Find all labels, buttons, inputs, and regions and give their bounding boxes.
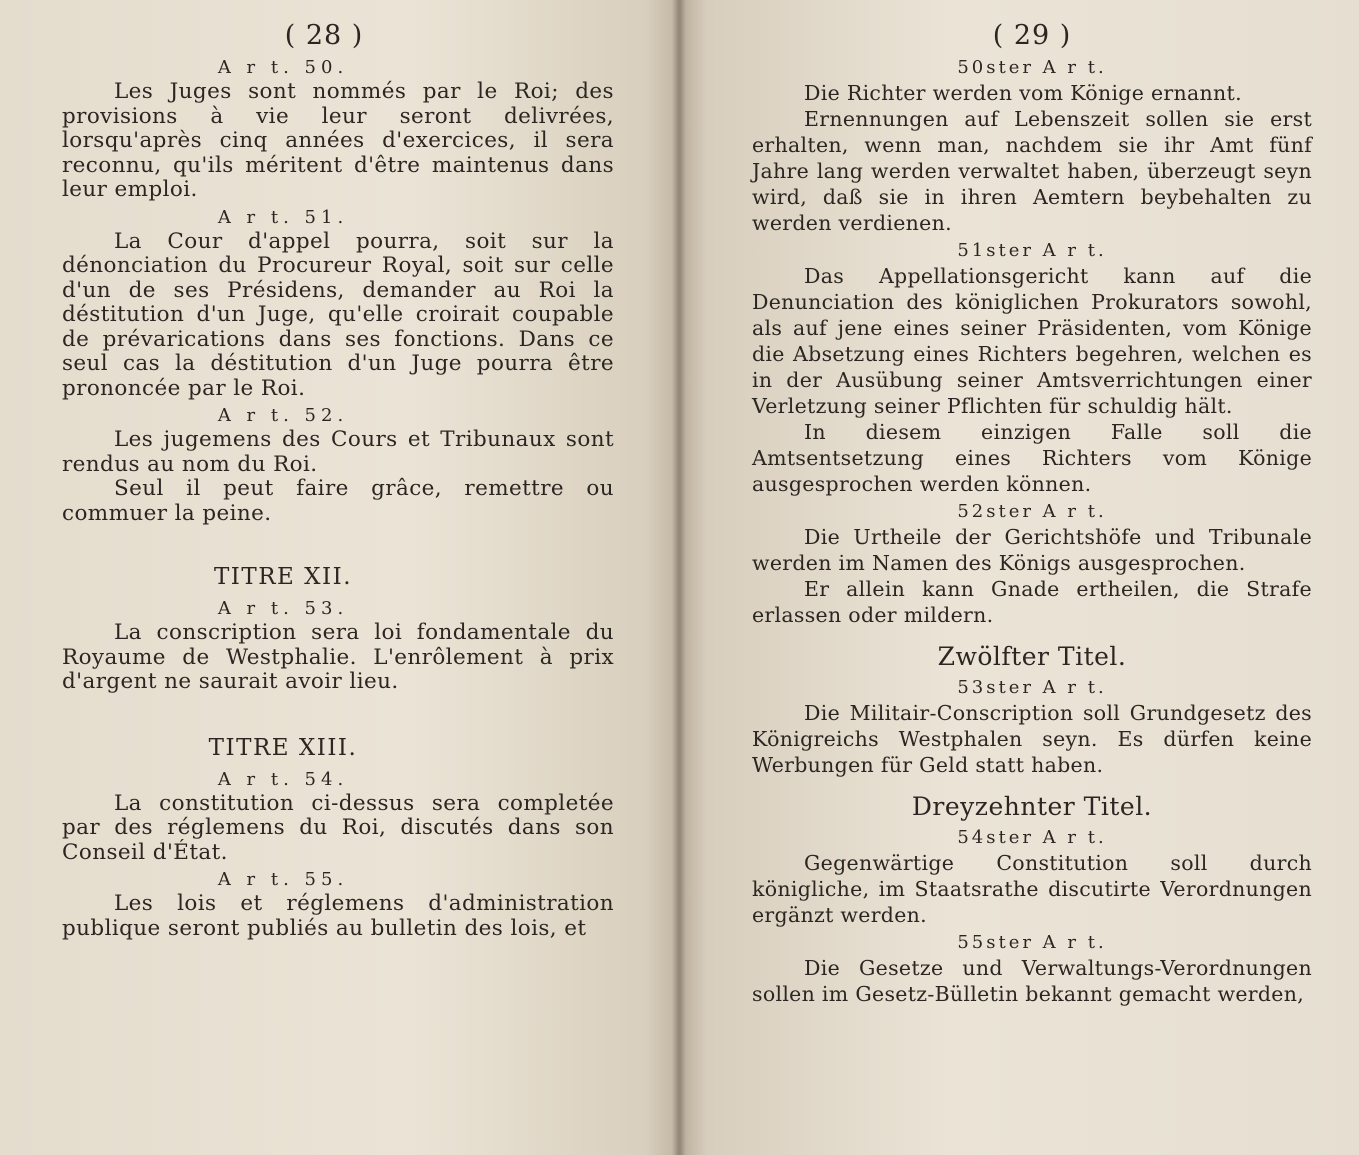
right-article-heading: 51ster A r t. (957, 240, 1107, 261)
book-gutter (672, 0, 686, 1155)
left-section-title: TITRE XIII. (208, 734, 358, 761)
left-article-heading: A r t. 54. (217, 768, 349, 790)
left-paragraph: La constitution ci-dessus sera completée par des réglemens du Roi, discutés dans son Conseil d'État. (62, 790, 614, 865)
left-paragraph: Seul il peut faire grâce, remettre ou commuer la peine. (62, 476, 614, 526)
right-paragraph: Ernennungen auf Lebenszeit sollen sie erst erhalten, wenn man, nachdem sie ihr Amt fünf Jahre lang werden verwaltet haben, überzeugt seyn wird, daß sie in ihren Aemtern beybehalten zu werden verdienen. (752, 107, 1312, 235)
right-paragraph: Die Militair-Conscription soll Grundgesetz des Königreichs Westphalen seyn. Es dürfen keine Werbungen für Geld statt haben. (752, 701, 1312, 777)
left-page-number: ( 28 ) (284, 20, 364, 51)
left-article-heading: A r t. 55. (217, 869, 349, 890)
right-article-heading: 50ster A r t. (957, 57, 1107, 78)
right-paragraph: Das Appellationsgericht kann auf die Denunciation des königlichen Prokurators sowohl, als auf jene eines seiner Präsidenten, vom Könige die Absetzung eines Richters begehren, welchen es in der Ausübung seiner Amtsverrichtungen einer Verletzung seiner Pflichten für schuldig hält. (752, 264, 1312, 418)
right-article-heading: 54ster A r t. (957, 827, 1107, 848)
right-paragraph: Die Gesetze und Verwaltungs-Verordnungen sollen im Gesetz-Bülletin bekannt gemacht werden, (752, 956, 1312, 1006)
left-article-heading: A r t. 51. (217, 206, 349, 228)
right-paragraph: Gegenwärtige Constitution soll durch königliche, im Staatsrathe discutirte Verordnungen ergänzt werden. (752, 851, 1312, 927)
left-paragraph: Les jugemens des Cours et Tribunaux sont rendus au nom du Roi. (62, 427, 614, 477)
right-article-heading: 53ster A r t. (957, 677, 1107, 698)
right-article-heading: 52ster A r t. (957, 501, 1107, 522)
left-article-heading: A r t. 52. (217, 405, 349, 426)
left-paragraph: Les lois et réglemens d'administration publique seront publiés au bulletin des lois, et (62, 891, 614, 941)
right-page (680, 0, 1359, 1155)
right-paragraph: Er allein kann Gnade ertheilen, die Strafe erlassen oder mildern. (752, 577, 1312, 627)
left-article-heading: A r t. 50. (217, 57, 349, 78)
right-paragraph: In diesem einzigen Falle soll die Amtsentsetzung eines Richters vom Könige ausgesprochen werden können. (752, 420, 1312, 496)
left-section-title: TITRE XII. (213, 564, 353, 590)
right-paragraph: Die Richter werden vom Könige ernannt. (804, 81, 1242, 105)
right-section-title: Dreyzehnter Titel. (911, 792, 1153, 821)
left-paragraph: La conscription sera loi fondamentale du Royaume de Westphalie. L'enrôlement à prix d'argent ne saurait avoir lieu. (62, 620, 614, 694)
right-section-title: Zwölfter Titel. (937, 642, 1127, 671)
right-article-heading: 55ster A r t. (957, 932, 1107, 953)
left-paragraph: La Cour d'appel pourra, soit sur la dénonciation du Procureur Royal, soit sur celle d'un de ses Présidens, demander au Roi la déstitution d'un Juge, qu'elle croirait coupable de prévarications dans ses fonctions. Dans ce seul cas la déstitution d'un Juge pourra être prononcée par le Roi. (62, 228, 614, 401)
right-paragraph: Die Urtheile der Gerichtshöfe und Tribunale werden im Namen des Königs ausgesprochen. (752, 525, 1312, 575)
right-page-column (752, 20, 1312, 1007)
left-page-column (62, 20, 614, 941)
right-page-number: ( 29 ) (992, 20, 1072, 51)
left-article-heading: A r t. 53. (217, 598, 349, 619)
left-paragraph: Les Juges sont nommés par le Roi; des provisions à vie leur seront delivrées, lorsqu'après cinq années d'exercices, il sera reconnu, qu'ils méritent d'être maintenus dans leur emploi. (62, 79, 614, 202)
